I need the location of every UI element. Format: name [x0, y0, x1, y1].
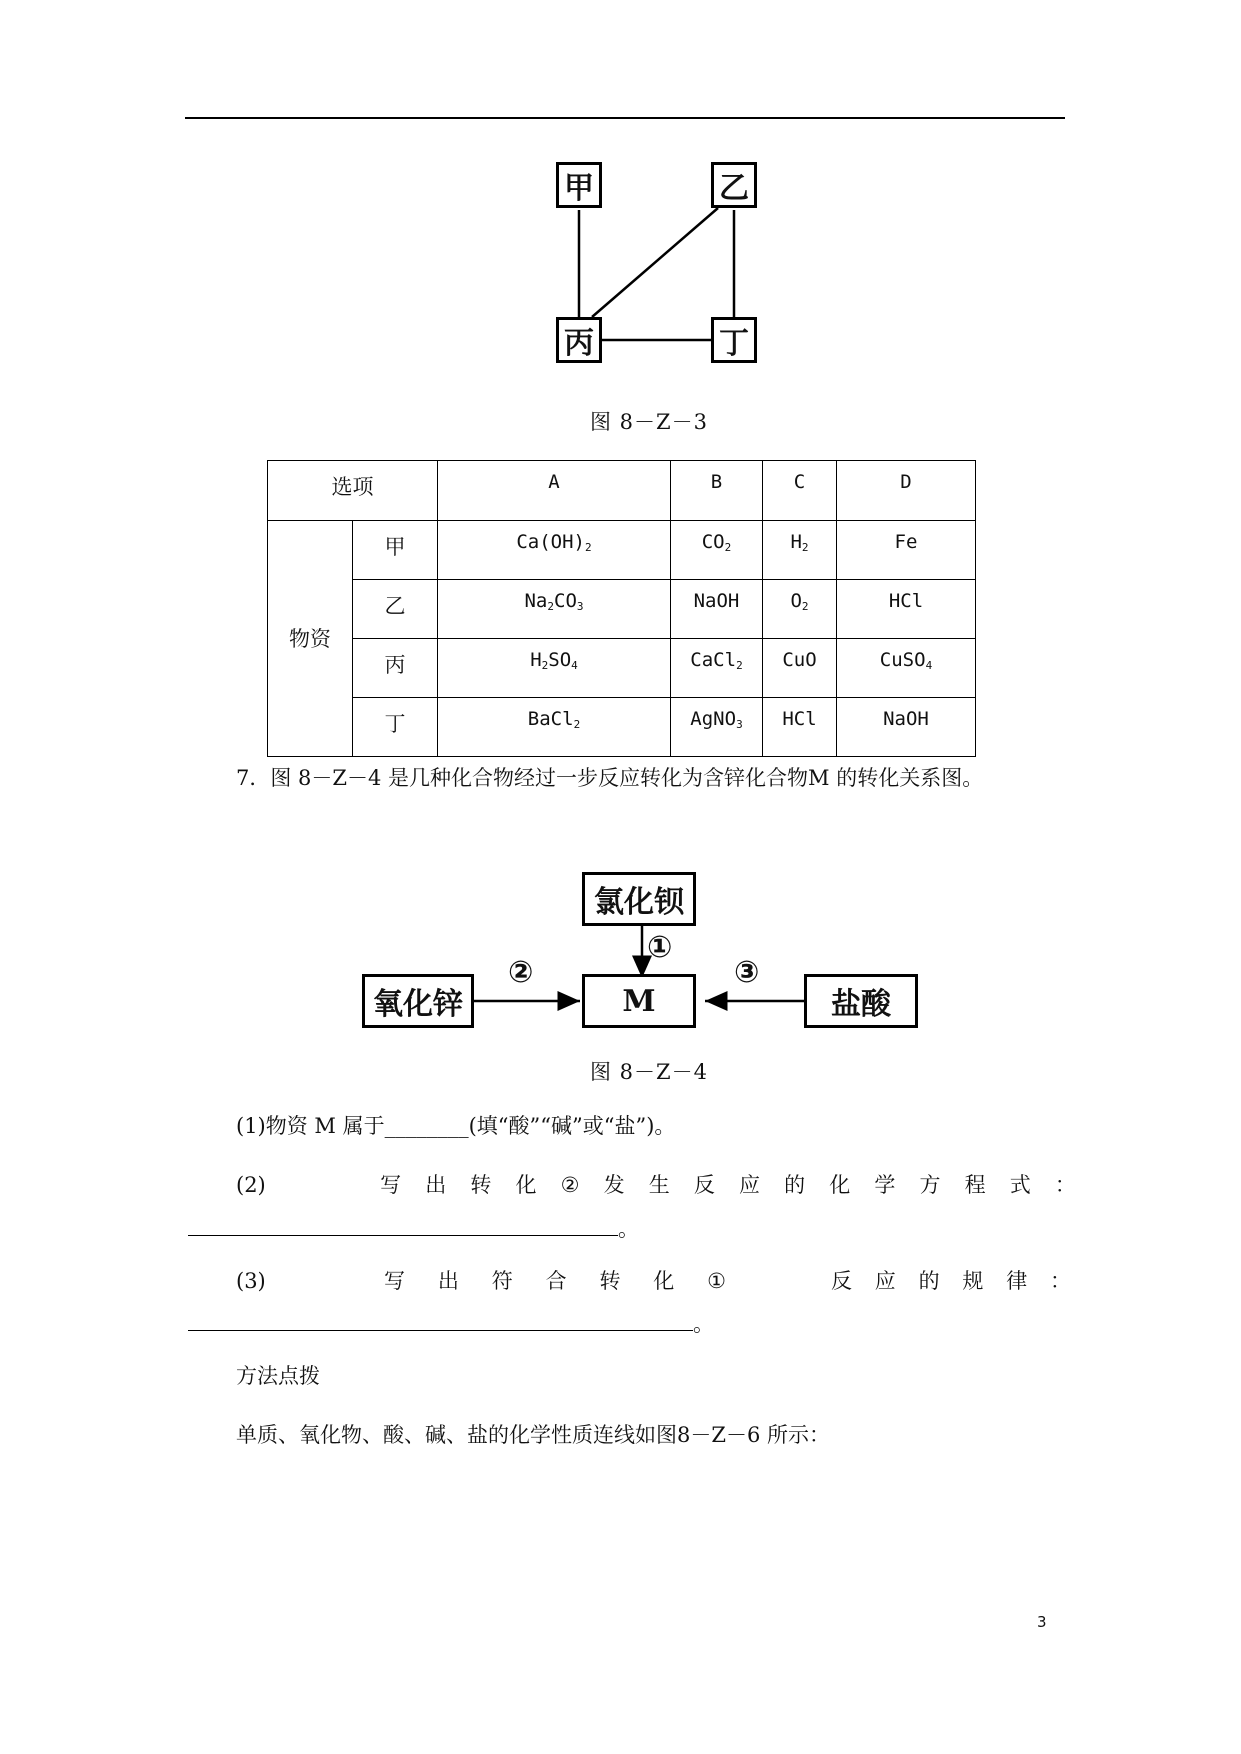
table-cell: HCl — [837, 580, 976, 639]
row-group-label: 物资 — [268, 521, 353, 757]
table-cell: $Ca(OH)_2$ — [438, 521, 671, 580]
box-center: M — [582, 974, 696, 1028]
table-cell: $Na_2CO_3$ — [438, 580, 671, 639]
table-cell: AgNO$_3$ — [671, 698, 763, 757]
node-yi: 乙 — [711, 162, 757, 208]
edge-bing-yi — [592, 208, 718, 317]
method-title: 方法点拨 — [236, 1364, 320, 1388]
table-cell: NaOH — [671, 580, 763, 639]
row-label: 丁 — [353, 698, 438, 757]
node-bing: 丙 — [556, 317, 602, 363]
node-jia: 甲 — [556, 162, 602, 208]
table-cell: Fe — [837, 521, 976, 580]
page-number: 3 — [1037, 1613, 1047, 1631]
box-left: 氧化锌 — [362, 974, 474, 1028]
sub3: (3) 写 出 符 合 转 化 ① 反 应 的 规 律 ： — [236, 1269, 1071, 1293]
options-table — [267, 460, 976, 757]
answer-blank-1[interactable]: ________ — [384, 1114, 469, 1138]
mark-three: ③ — [734, 955, 760, 990]
table-cell: BaCl$_2$ — [438, 698, 671, 757]
table-cell: HCl — [763, 698, 837, 757]
answer-line-3[interactable]: 。 — [188, 1308, 714, 1339]
sub1: (1)物资 M 属于________(填“酸”“碱”或“盐”)。 — [236, 1114, 676, 1138]
mark-one: ① — [647, 930, 673, 965]
row-label: 丙 — [353, 639, 438, 698]
mark-two: ② — [508, 955, 534, 990]
answer-line-2[interactable]: 。 — [188, 1213, 639, 1244]
table-cell: CuSO$_4$ — [837, 639, 976, 698]
figure1-caption: 图 8－Z－3 — [590, 410, 708, 434]
table-cell: CuO — [763, 639, 837, 698]
node-ding: 丁 — [711, 317, 757, 363]
q7-intro: 7．图 8－Z－4 是几种化合物经过一步反应转化为含锌化合物M 的转化关系图。 — [236, 766, 984, 790]
table-header-col: C — [763, 461, 837, 521]
box-right: 盐酸 — [804, 974, 918, 1028]
table-cell: $O_2$ — [763, 580, 837, 639]
table-header-col: B — [671, 461, 763, 521]
row-label: 乙 — [353, 580, 438, 639]
row-label: 甲 — [353, 521, 438, 580]
method-text: 单质、氧化物、酸、碱、盐的化学性质连线如图8－Z－6 所示： — [236, 1423, 830, 1447]
table-header-label: 选项 — [268, 461, 438, 521]
figure2-caption: 图 8－Z－4 — [590, 1060, 708, 1084]
table-cell: $H_2SO_4$ — [438, 639, 671, 698]
table-cell: CaCl$_2$ — [671, 639, 763, 698]
table-cell: $H_2$ — [763, 521, 837, 580]
table-cell: $CO_2$ — [671, 521, 763, 580]
table-header-col: A — [438, 461, 671, 521]
sub2: (2) 写 出 转 化 ② 发 生 反 应 的 化 学 方 程 式 ： — [236, 1173, 1076, 1197]
header-rule — [185, 117, 1065, 119]
table-cell: NaOH — [837, 698, 976, 757]
table-header-col: D — [837, 461, 976, 521]
box-top: 氯化钡 — [582, 872, 696, 926]
